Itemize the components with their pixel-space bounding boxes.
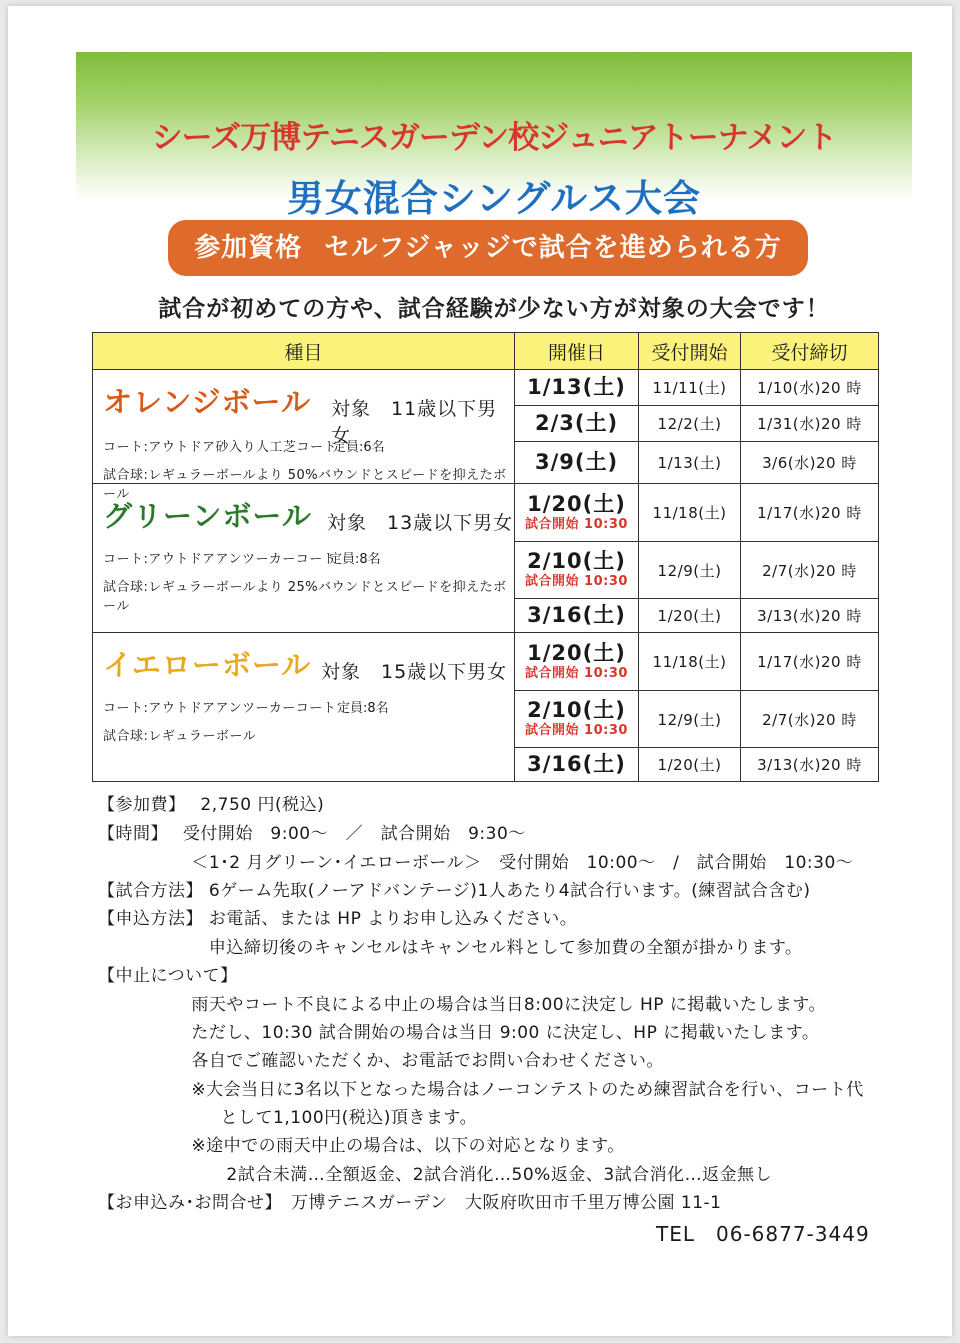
category-court: コート:アウトドア砂入り人工芝コート bbox=[103, 440, 337, 455]
date-text: 1/20(土) bbox=[527, 491, 626, 516]
event-date bbox=[515, 484, 639, 542]
entry-close: 2/7(水)20 時 bbox=[741, 542, 879, 599]
header-date: 開催日 bbox=[515, 333, 639, 370]
event-date bbox=[515, 691, 639, 748]
match-start-time: 試合開始 10:30 bbox=[525, 574, 628, 590]
entry-open: 12/9(土) bbox=[639, 542, 741, 599]
match-start-time: 試合開始 10:30 bbox=[525, 516, 628, 532]
time-line: 【時間】 受付開始 9:00～ ／ 試合開始 9:30～ bbox=[98, 824, 526, 844]
entry-close: 3/13(水)20 時 bbox=[741, 748, 879, 782]
category-ball: 試合球:レギュラーボールより 50%バウンドとスピードを抑えたボール bbox=[103, 468, 507, 502]
event-date bbox=[515, 542, 639, 599]
category-name: イエローボール bbox=[103, 648, 312, 682]
refund-line: 2試合未満…全額返金、2試合消化…50%返金、3試合消化…返金無し bbox=[98, 1165, 773, 1185]
category-ball: 試合球:レギュラーボールより 25%バウンドとスピードを抑えたボール bbox=[103, 580, 507, 614]
category-target: 対象 15歳以下男女 bbox=[321, 661, 508, 683]
header-entry-close: 受付締切 bbox=[741, 333, 879, 370]
entry-open: 12/2(土) bbox=[639, 406, 741, 442]
entry-close: 1/17(水)20 時 bbox=[741, 633, 879, 691]
entry-close: 1/17(水)20 時 bbox=[741, 484, 879, 542]
entry-open: 11/11(土) bbox=[639, 370, 741, 406]
note-line: として1,100円(税込)頂きます。 bbox=[98, 1108, 478, 1128]
tournament-series-title: シーズ万博テニスガーデン校ジュニアトーナメント bbox=[151, 120, 837, 156]
rain-policy-line: 各自でご確認いただくか、お電話でお問い合わせください。 bbox=[98, 1051, 664, 1071]
fee-line: 【参加費】 2,750 円(税込) bbox=[98, 795, 325, 815]
event-date bbox=[515, 599, 639, 633]
time-line-alt: ＜1･2 月グリーン･イエローボール＞ 受付開始 10:00～ / 試合開始 10:30～ bbox=[98, 853, 854, 873]
event-date bbox=[515, 442, 639, 484]
table-header-row bbox=[93, 333, 879, 370]
category-target: 対象 11歳以下男女 bbox=[331, 398, 498, 447]
tournament-title: 男女混合シングルス大会 bbox=[286, 177, 702, 220]
schedule-table bbox=[92, 332, 879, 782]
category-capacity: 定員:8名 bbox=[329, 552, 381, 567]
entry-close: 1/10(水)20 時 bbox=[741, 370, 879, 406]
date-text: 2/10(土) bbox=[527, 698, 626, 723]
table-row bbox=[93, 633, 879, 691]
qualification-text: セルフジャッジで試合を進められる方 bbox=[324, 233, 782, 263]
category-capacity: 定員:8名 bbox=[337, 701, 389, 716]
date-text: 2/3(土) bbox=[534, 410, 619, 435]
note-line: ※途中での雨天中止の場合は、以下の対応となります。 bbox=[98, 1136, 625, 1156]
cancellation-line: 申込締切後のキャンセルはキャンセル料として参加費の全額が掛かります。 bbox=[98, 938, 803, 958]
entry-open: 11/18(土) bbox=[639, 484, 741, 542]
header-entry-open: 受付開始 bbox=[639, 333, 741, 370]
entry-open: 1/13(土) bbox=[639, 442, 741, 484]
match-format-line: 【試合方法】 6ゲーム先取(ノーアドバンテージ)1人あたり4試合行います。(練習試合含む) bbox=[98, 881, 811, 901]
header-category: 種目 bbox=[93, 333, 515, 370]
intro-text: 試合が初めての方や、試合経験が少ない方が対象の大会です！ bbox=[158, 296, 830, 322]
entry-open: 1/20(土) bbox=[639, 748, 741, 782]
date-text: 1/20(土) bbox=[527, 640, 626, 665]
date-text: 3/16(土) bbox=[527, 751, 626, 776]
category-court: コート:アウトドアアンツーカーコート bbox=[103, 552, 337, 567]
event-date bbox=[515, 406, 639, 442]
category-green bbox=[93, 484, 515, 633]
event-date bbox=[515, 633, 639, 691]
note-line: ※大会当日に3名以下となった場合はノーコンテストのため練習試合を行い、コート代 bbox=[98, 1080, 864, 1100]
category-name: オレンジボール bbox=[103, 385, 311, 419]
category-name: グリーンボール bbox=[103, 499, 312, 533]
cancellation-heading: 【中止について】 bbox=[98, 966, 238, 986]
match-start-time: 試合開始 10:30 bbox=[525, 665, 628, 681]
event-date bbox=[515, 748, 639, 782]
entry-open: 11/18(土) bbox=[639, 633, 741, 691]
category-ball: 試合球:レギュラーボール bbox=[103, 729, 257, 744]
category-capacity: 定員:6名 bbox=[333, 440, 385, 455]
phone-number: TEL 06-6877-3449 bbox=[656, 1222, 870, 1246]
table-row bbox=[93, 484, 879, 542]
date-text: 3/16(土) bbox=[527, 602, 626, 627]
match-start-time: 試合開始 10:30 bbox=[525, 723, 628, 739]
entry-open: 1/20(土) bbox=[639, 599, 741, 633]
date-text: 2/10(土) bbox=[527, 549, 626, 574]
category-orange bbox=[93, 370, 515, 502]
rain-policy-line: 雨天やコート不良による中止の場合は当日8:00に決定し HP に掲載いたします。 bbox=[98, 995, 827, 1015]
category-court: コート:アウトドアアンツーカーコート bbox=[103, 701, 337, 716]
date-text: 3/9(土) bbox=[534, 449, 619, 474]
application-line: 【申込方法】 お電話、または HP よりお申し込みください。 bbox=[98, 909, 578, 929]
qualification-badge bbox=[168, 220, 808, 276]
category-yellow bbox=[93, 633, 515, 782]
category-target: 対象 13歳以下男女 bbox=[327, 512, 514, 534]
entry-open: 12/9(土) bbox=[639, 691, 741, 748]
entry-close: 3/6(水)20 時 bbox=[741, 442, 879, 484]
entry-close: 1/31(水)20 時 bbox=[741, 406, 879, 442]
table-row bbox=[93, 370, 879, 406]
entry-close: 3/13(水)20 時 bbox=[741, 599, 879, 633]
rain-policy-line: ただし、10:30 試合開始の場合は当日 9:00 に決定し、HP に掲載いたします。 bbox=[98, 1023, 820, 1043]
date-text: 1/13(土) bbox=[527, 374, 626, 399]
contact-line: 【お申込み･お問合せ】 万博テニスガーデン 大阪府吹田市千里万博公園 11-1 bbox=[98, 1193, 722, 1213]
event-date bbox=[515, 370, 639, 406]
qualification-label: 参加資格 bbox=[194, 233, 303, 263]
entry-close: 2/7(水)20 時 bbox=[741, 691, 879, 748]
